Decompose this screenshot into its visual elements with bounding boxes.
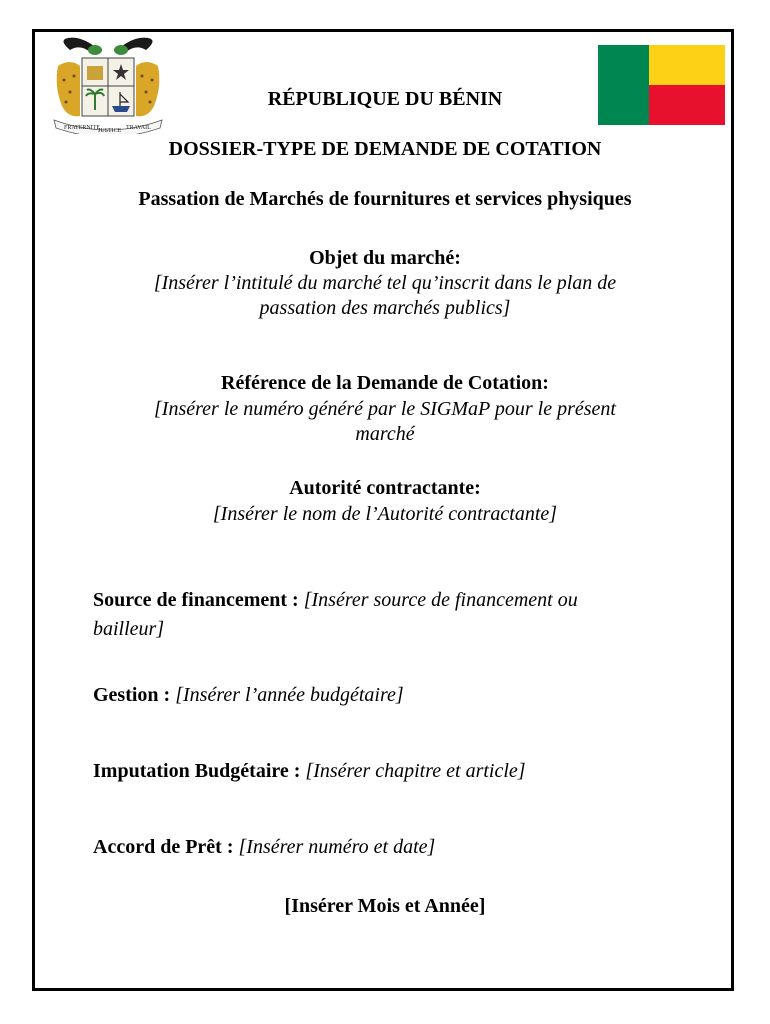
source-label: Source de financement : <box>93 589 304 611</box>
autorite-value: [Insérer le nom de l’Autorité contractante] <box>212 503 558 525</box>
flag-yellow-band <box>649 45 725 85</box>
imputation-line <box>93 756 683 786</box>
flag-green-band <box>598 45 649 125</box>
date-footer: [Insérer Mois et Année] <box>284 895 486 917</box>
reference-value-line2: marché <box>355 423 415 445</box>
accord-label: Accord de Prêt : <box>93 836 239 858</box>
objet-value-line1: [Insérer l’intitulé du marché tel qu’inscrit dans le plan de <box>153 272 617 294</box>
objet-label: Objet du marché: <box>309 247 461 269</box>
country-title: RÉPUBLIQUE DU BÉNIN <box>267 88 503 110</box>
source-financement-line1 <box>93 585 683 615</box>
imputation-value: [Insérer chapitre et article] <box>305 760 526 782</box>
gestion-value: [Insérer l’année budgétaire] <box>175 684 404 706</box>
benin-flag-icon <box>598 45 725 125</box>
accord-value: [Insérer numéro et date] <box>238 836 436 858</box>
benin-coat-of-arms-icon <box>50 36 166 134</box>
reference-value-line1: [Insérer le numéro généré par le SIGMaP pour le présent <box>154 398 616 420</box>
autorite-label: Autorité contractante: <box>289 477 481 499</box>
source-value-line2: bailleur] <box>93 618 165 640</box>
source-value: [Insérer source de financement ou <box>303 589 578 611</box>
document-title: DOSSIER-TYPE DE DEMANDE DE COTATION <box>168 138 602 160</box>
document-subtitle: Passation de Marchés de fournitures et services physiques <box>138 188 632 210</box>
gestion-label: Gestion : <box>93 684 176 706</box>
reference-label: Référence de la Demande de Cotation: <box>221 372 549 394</box>
gestion-line <box>93 680 683 710</box>
imputation-label: Imputation Budgétaire : <box>93 760 306 782</box>
svg-text:FRATERNITE: FRATERNITE <box>64 125 100 131</box>
svg-text:TRAVAIL: TRAVAIL <box>126 125 151 131</box>
accord-line <box>93 832 683 862</box>
objet-value-line2: passation des marchés publics] <box>259 297 511 319</box>
svg-text:JUSTICE: JUSTICE <box>98 128 122 134</box>
